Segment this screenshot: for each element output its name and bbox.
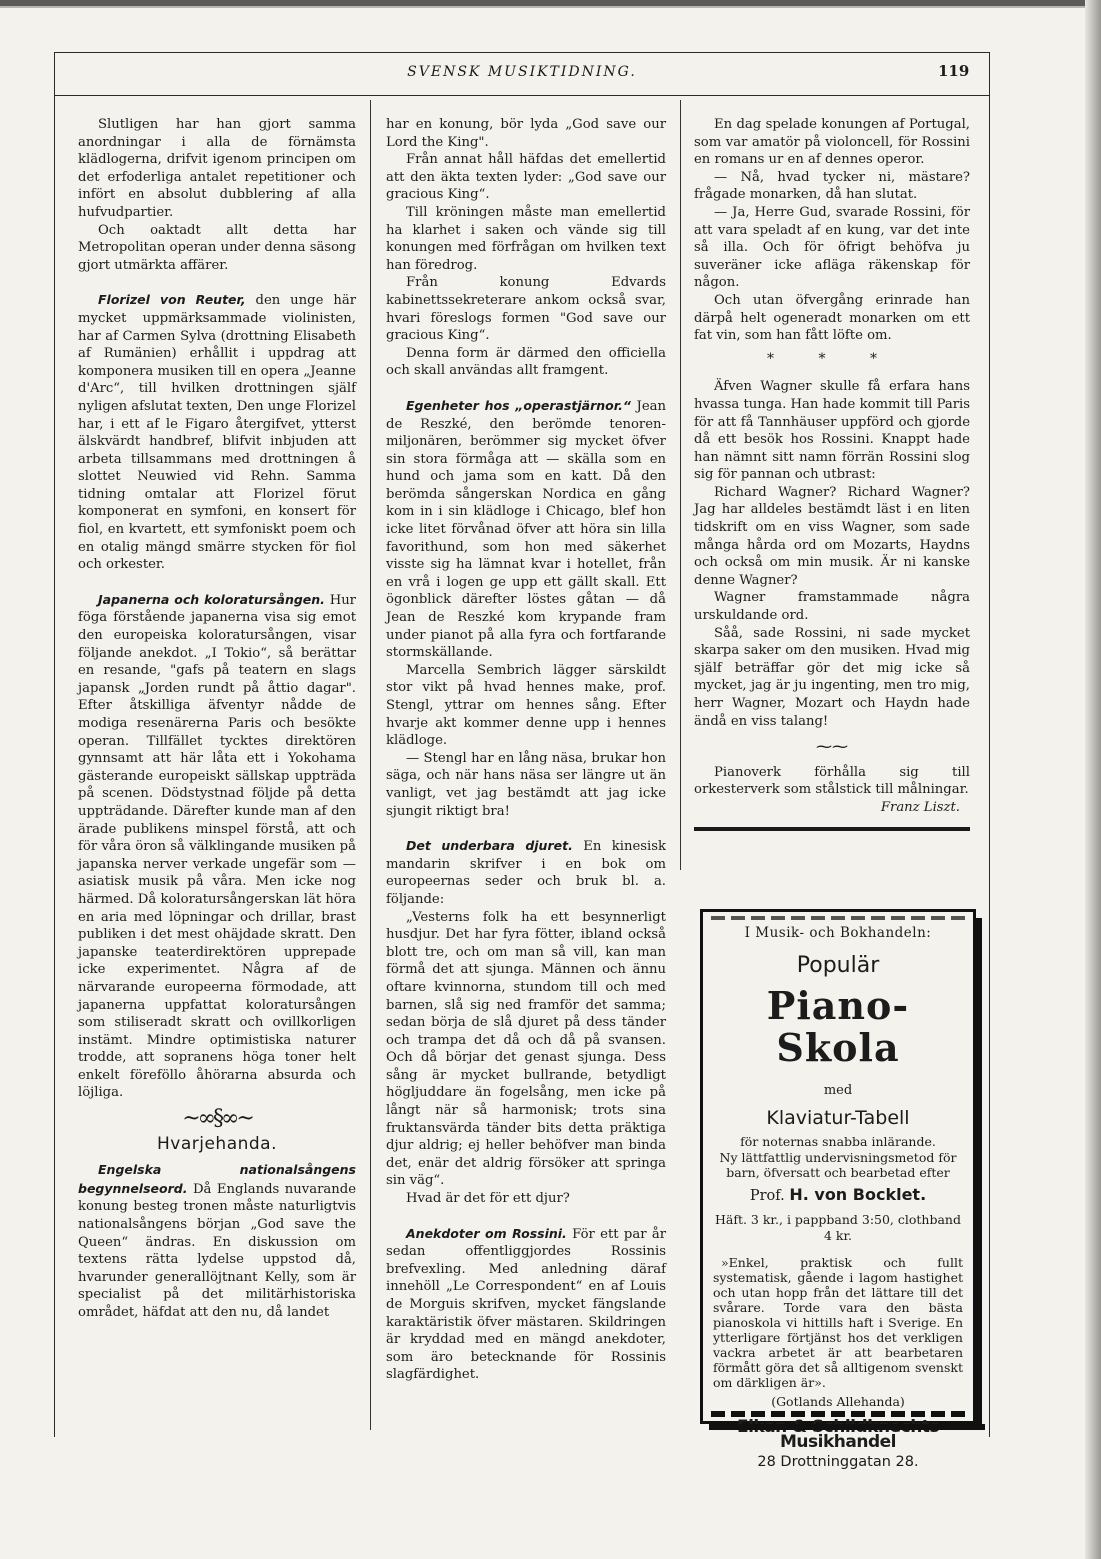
page-top-edge-shadow <box>0 6 1101 8</box>
ad-description: Ny lättfattlig undervisningsmetod för barn, öfversatt och bearbetad efter <box>719 1149 957 1180</box>
paragraph: Och utan öfvergång erinrade han därpå helt ogeneradt monarken om ett fat vin, som han fått löfte om. <box>694 292 970 344</box>
paragraph: Denna form är därmed den officiella och skall användas allt framgent. <box>386 345 666 379</box>
ad-title-piano-skola: Piano-Skola <box>766 983 910 1070</box>
paragraph: — Nå, hvad tycker ni, mästare? frågade monarken, då han slutat. <box>694 169 970 203</box>
article-japanerna: Japanerna och koloratursången. Hur föga förstående japanerna visa sig emot den europeiska koloratursången, visar följande anekdot. „I Tokio“, så berättar en resande, "gafs på teatern en slags japansk „Jorden rundt på åttio dagar". Efter åtskilliga äfventyr nådde de modiga resenärerna Paris och besökte operan. Tillfället tycktes direktören gynnsamt att här låta ett i Yokohama gästerande europeiskt sällskap uppträda på scenen. Dödstystnad följde på detta uppträdande. Därefter kunde man af den ärade publikens minspel förstå, att och för våra öron så välklingande musiken på japanska nerver verkade ungefär som — asiatisk musik på våra. Men icke nog härmed. Då koloratursångerskan lät höra en aria med löpningar och drillar, brast publiken i det mest ohäjdade skratt. Den japanske teaterdirektören upprepade icke experimentet. Några af de närvarande europeerna förmodade, att japanerna uppfattat koloratursången som stiliseradt skratt och ovillkorligen instämt. Mindre optimistiska naturer trodde, att sopranens höga toner helt enkelt föreföllo åhörarna absurda och löjliga. <box>78 591 356 1101</box>
ad-dashed-border-top <box>711 916 971 920</box>
ad-subtitle: för noternas snabba inlärande. <box>740 1134 936 1149</box>
article-headline: Japanerna och koloratursången. <box>98 591 325 607</box>
heavy-rule <box>694 827 970 831</box>
paragraph: har en konung, bör lyda „God save our Lord the King". <box>386 117 666 150</box>
article-rossini: Anekdoter om Rossini. För ett par år sedan offentliggjordes Rossinis brefvexling. Med anledning däraf innehöll „Le Correspondent“ en af Louis de Morguis skrifven, mycket fängslande karaktäristik öfver mästaren. Skildringen är kryddad med en mängd anekdoter, som äro betecknande för Rossinis slagfärdighet. <box>386 1225 666 1383</box>
ornament-divider: ~∞§∞~ <box>182 1106 252 1132</box>
article-florizel: Florizel von Reuter, den unge här mycket uppmärksammade violinisten, har af Carmen Sylva (drottning Elisabeth af Rumänien) erhållit i uppdrag att komponera musiken till en opera „Jeanne d'Arc“, till hvilken drottningen själf nyligen afslutat texten, Den unge Florizel har, i ett af le Figaro återgifvet, ytterst älskvärdt handbref, blifvit inbjuden att arbeta tillsammans med drottningen å slottet Neuwied vid Rehn. Samma tidning omtalar att Florizel förut komponerat en symfoni, en konsert för fiol, en kvartett, ett symfoniskt poem och en otalig mängd smärre stycken för fiol och orkester. <box>78 292 356 573</box>
ad-author: Prof. H. von Bocklet. <box>749 1184 927 1204</box>
paragraph: Och oaktadt allt detta har Metropolitan operan under denna säsong gjort utmärkta affärer. <box>78 222 356 273</box>
ad-med: med <box>823 1083 853 1098</box>
paragraph: Richard Wagner? Richard Wagner? Jag har alldeles bestämdt läst i en liten tidskrift om en viss Wagner, som sade många hårda ord om Mozarts, Haydns och också om min musik. Är ni kanske denne Wagner? <box>694 484 970 588</box>
paragraph: „Vesterns folk ha ett besynnerligt husdjur. Det har fyra fötter, ibland också blott tre, och om man så vill, kan man förmå det att sjunga. Männen och ännu oftare kvinnorna, stundom till och med barnen, slå sig ned framför det samma; sedan börja de slå djuret på dess tänder och trampa det då och då på svansen. Och då börjar det genast sjunga. Dess sång är mycket bullrande, betydligt högljuddare än fogelsång, men icke på långt när så harmonisk; trots sina fruktansvärda tänder bits detta präktiga djur aldrig; ej heller behöfver man binda det, enär det aldrig försöker att springa sin väg“. <box>386 909 666 1189</box>
ad-title-klaviatur: Klaviatur-Tabell <box>766 1106 910 1129</box>
paragraph: Från konung Edvards kabinettssekreterare ankom också svar, hvari föreslogs formen "God save our gracious King“. <box>386 275 666 344</box>
column-2 <box>386 116 666 1384</box>
ad-shadow-bottom <box>709 1424 985 1430</box>
article-djuret: Det underbara djuret. En kinesisk mandarin skrifver i en bok om europeernas seder och bruk bl. a. följande: <box>386 838 666 907</box>
signature: Franz Liszt. <box>880 799 960 815</box>
ad-intro: I Musik- och Bokhandeln: <box>744 925 932 941</box>
column-1 <box>78 116 356 1322</box>
paragraph: En dag spelade konungen af Portugal, som var amatör på violoncell, för Rossini en romans ur en af dennes operor. <box>694 117 970 168</box>
ad-dashed-border-bottom <box>711 1411 971 1417</box>
article-headline: Engelska nationalsångens begynnelseord. <box>78 1162 356 1196</box>
advertisement-box <box>700 909 976 1470</box>
ad-title-popular: Populär <box>796 952 880 978</box>
paragraph: Wagner framstammade några urskuldande ord. <box>694 590 970 624</box>
page-right-edge <box>1085 0 1101 1559</box>
paragraph: Hvad är det för ett djur? <box>406 1191 570 1207</box>
article-egenheter: Egenheter hos „operastjärnor.“ Jean de Reszké, den berömde tenoren-miljonären, berömmer sig mycket öfver sin stora förmåga att — skälla som en hund och jama som en katt. Då den berömda sångerskan Nordica en gång kom in i sin klädloge i Chicago, blef hon icke litet förvånad öfver att höra sin lilla favorithund, som hon med säkerhet visste sig ha lämnat kvar i hotellet, från en vrå i logen ge upp ett gällt skall. Ett ögonblick därefter löstes gåtan — då Jean de Reszké kom krypande fram under pianot på alla fyra och fortfarande stormskällande. <box>386 397 667 661</box>
column-divider-2 <box>680 100 681 870</box>
paragraph: Såå, sade Rossini, ni sade mycket skarpa saker om den musiken. Hvad mig själf beträffar gör det mig icke så mycket, jag är ju ingenting, men tro mig, herr Wagner, Mozart och Haydn hade ändå en viss talang! <box>694 625 970 729</box>
paragraph: Marcella Sembrich lägger särskildt stor vikt på hvad hennes make, prof. Stengl, yttrar om hennes sång. Efter hvarje akt kommer denne upp i hennes klädloge. <box>386 662 666 749</box>
quote-liszt: Pianoverk förhålla sig till orkesterverk som stålstick till målningar. <box>694 764 970 798</box>
article-nationalsang: Engelska nationalsångens begynnelseord. Då Englands nuvarande konung besteg tronen måste naturligtvis nationalsångens början „God save the Queen“ ändras. En diskussion om textens rätta lydelse uppstod då, hvarunder generallöjtnant Kelly, som är specialist på det militärhistoriska området, häfdat att den nu, då landet <box>78 1162 356 1320</box>
article-headline: Anekdoter om Rossini. <box>406 1225 567 1241</box>
ad-address: 28 Drottninggatan 28. <box>757 1453 919 1470</box>
paragraph: Äfven Wagner skulle få erfara hans hvassa tunga. Han hade kommit till Paris för att få Tannhäuser uppförd och gjorde då ett besök hos Rossini. Knappt hade han nämnt sitt namn förrän Rossini slog sig för pannan och utbrast: <box>694 379 970 483</box>
page-number: 119 <box>938 62 970 80</box>
article-headline: Det underbara djuret. <box>406 838 573 854</box>
paragraph: Från annat håll häfdas det emellertid att den äkta texten lyder: „God save our gracious King“. <box>386 152 666 203</box>
ad-price: Häft. 3 kr., i pappband 3:50, clothband 4 kr. <box>714 1212 961 1243</box>
column-divider-1 <box>370 100 371 1430</box>
squiggle-divider: ⁓⁓ <box>816 737 848 757</box>
paragraph: — Stengl har en lång näsa, brukar hon säga, och när hans näsa ser längre ut än vanligt, vet jag bestämdt att jag icke sjungit riktigt bra! <box>386 750 666 819</box>
ad-shadow-right <box>976 918 982 1430</box>
journal-title: SVENSK MUSIKTIDNING. <box>407 64 637 80</box>
article-headline: Florizel von Reuter, <box>98 292 246 308</box>
ad-review-source: (Gotlands Allehanda) <box>771 1394 905 1409</box>
header-rule <box>54 95 990 96</box>
ad-firm-name: Musikhandel <box>780 1432 896 1452</box>
paragraph: — Ja, Herre Gud, svarade Rossini, för att vara speladt af en kung, var det inte så illa. Och för öfrigt behöfva ju suveräner icke afläga räkenskap för någon. <box>694 204 970 291</box>
paragraph: Slutligen har han gjort samma anordningar i alla de förnämsta klädlogerna, drifvit igenom principen om det erfoderliga antalet repetitioner och infört en absolut dubblering af alla hufvudpartier. <box>78 117 356 220</box>
section-heading: Hvarjehanda. <box>156 1133 277 1154</box>
article-headline: Egenheter hos „operastjärnor.“ <box>406 397 631 413</box>
ad-review-quote: »Enkel, praktisk och fullt systematisk, gående i lagom hastighet och utan hopp från det lättare till det svårare. Torde vara den bästa pianoskola vi hittills haft i Sverige. En ytterligare förtjänst hos det verkligen vackra arbetet är att bearbetaren förmått göra det så alltigenom svenskt om därkligen är». <box>713 1255 963 1390</box>
column-3 <box>694 116 970 841</box>
asterism: * * * <box>767 350 897 367</box>
paragraph: Till kröningen måste man emellertid ha klarhet i saken och vände sig till konungen med förfrågan om hvilken text han föredrog. <box>386 204 666 273</box>
